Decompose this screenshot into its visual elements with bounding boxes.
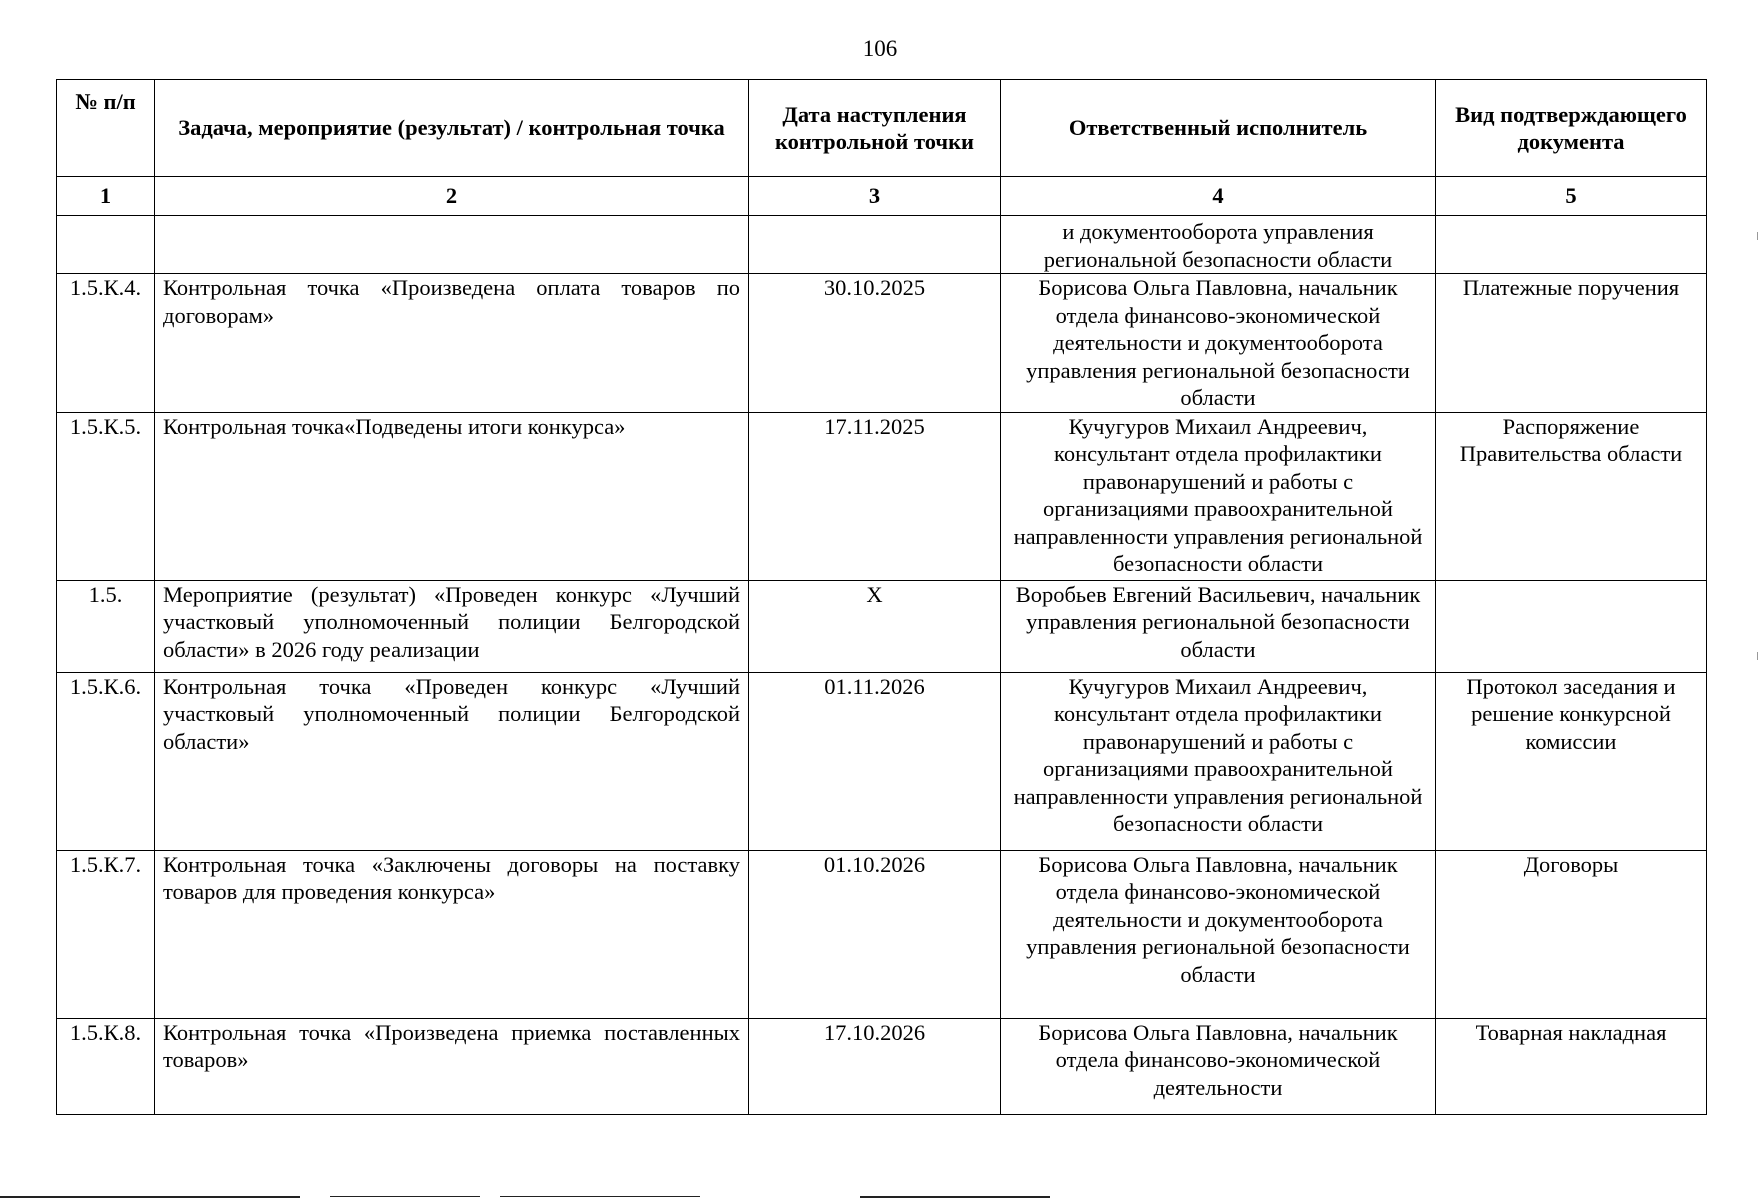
- row-executor: Кучугуров Михаил Андреевич, консультант отдела профилактики правонарушений и работы с организациями правоохранительной направленности управления региональной безопасности области: [1001, 412, 1436, 580]
- row-number: 1.5.К.8.: [57, 1018, 155, 1114]
- scan-line-segment: [0, 1196, 300, 1198]
- row-document: Платежные поручения: [1436, 274, 1707, 413]
- header-executor: Ответственный исполнитель: [1001, 80, 1436, 177]
- header-document: Вид подтверждающего документа: [1436, 80, 1707, 177]
- column-index: 4: [1001, 177, 1436, 216]
- row-task: Контрольная точка «Заключены договоры на поставку товаров для проведения конкурса»: [155, 850, 749, 1018]
- row-date: [749, 216, 1001, 274]
- header-task: Задача, мероприятие (результат) / контрольная точка: [155, 80, 749, 177]
- row-number: 1.5.К.7.: [57, 850, 155, 1018]
- row-task: Контрольная точка «Проведен конкурс «Лучший участковый уполномоченный полиции Белгородской области»: [155, 672, 749, 850]
- table-row: [57, 672, 1707, 850]
- column-index-row: [57, 177, 1707, 216]
- row-date: 17.10.2026: [749, 1018, 1001, 1114]
- column-index: 3: [749, 177, 1001, 216]
- row-executor: Кучугуров Михаил Андреевич, консультант отдела профилактики правонарушений и работы с организациями правоохранительной направленности управления региональной безопасности области: [1001, 672, 1436, 850]
- row-executor: Борисова Ольга Павловна, начальник отдела финансово-экономической деятельности: [1001, 1018, 1436, 1114]
- page-number: 106: [862, 36, 898, 61]
- row-task: Мероприятие (результат) «Проведен конкурс «Лучший участковый уполномоченный полиции Белгородской области» в 2026 году реализации: [155, 580, 749, 672]
- row-task: Контрольная точка «Произведена оплата товаров по договорам»: [155, 274, 749, 413]
- row-executor: Борисова Ольга Павловна, начальник отдела финансово-экономической деятельности и документооборота управления региональной безопасности области: [1001, 274, 1436, 413]
- row-date: Х: [749, 580, 1001, 672]
- table-row: [57, 216, 1707, 274]
- row-date: 01.11.2026: [749, 672, 1001, 850]
- row-task: [155, 216, 749, 274]
- table-row: [57, 580, 1707, 672]
- scan-line-segment: [860, 1196, 1050, 1198]
- column-index: 5: [1436, 177, 1707, 216]
- scan-line-segment: [330, 1196, 480, 1197]
- table-header-row: [57, 80, 1707, 177]
- row-document: Распоряжение Правительства области: [1436, 412, 1707, 580]
- column-index: 1: [57, 177, 155, 216]
- row-executor: Воробьев Евгений Васильевич, начальник управления региональной безопасности области: [1001, 580, 1436, 672]
- row-date: 17.11.2025: [749, 412, 1001, 580]
- scan-line-segment: [500, 1196, 700, 1197]
- header-date: Дата наступления контрольной точки: [749, 80, 1001, 177]
- scan-margin-tick: [1757, 232, 1758, 240]
- header-number: № п/п: [57, 80, 155, 177]
- table-row: [57, 274, 1707, 413]
- row-number: 1.5.К.5.: [57, 412, 155, 580]
- row-task: Контрольная точка«Подведены итоги конкурса»: [155, 412, 749, 580]
- row-document: Товарная накладная: [1436, 1018, 1707, 1114]
- control-points-table: [56, 79, 1707, 1115]
- table-row: [57, 412, 1707, 580]
- table-row: [57, 850, 1707, 1018]
- row-date: 30.10.2025: [749, 274, 1001, 413]
- row-number: 1.5.К.6.: [57, 672, 155, 850]
- row-document: Протокол заседания и решение конкурсной комиссии: [1436, 672, 1707, 850]
- row-executor: Борисова Ольга Павловна, начальник отдела финансово-экономической деятельности и документооборота управления региональной безопасности области: [1001, 850, 1436, 1018]
- table-row: [57, 1018, 1707, 1114]
- row-number: 1.5.: [57, 580, 155, 672]
- row-document: Договоры: [1436, 850, 1707, 1018]
- row-task: Контрольная точка «Произведена приемка поставленных товаров»: [155, 1018, 749, 1114]
- row-executor: и документооборота управления региональной безопасности области: [1001, 216, 1436, 274]
- row-document: [1436, 216, 1707, 274]
- scan-margin-tick: [1757, 652, 1758, 660]
- row-number: [57, 216, 155, 274]
- row-number: 1.5.К.4.: [57, 274, 155, 413]
- row-document: [1436, 580, 1707, 672]
- row-date: 01.10.2026: [749, 850, 1001, 1018]
- column-index: 2: [155, 177, 749, 216]
